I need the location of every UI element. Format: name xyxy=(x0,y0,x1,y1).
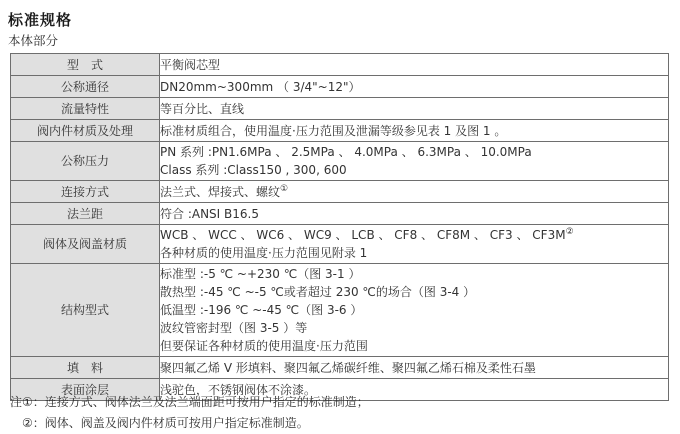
table-row xyxy=(11,357,669,379)
table-row xyxy=(11,54,669,76)
row-label: 阀内件材质及处理 xyxy=(11,120,160,142)
section-subtitle: 本体部分 xyxy=(8,33,59,48)
row-value: DN20mm~300mm （ 3/4"~12"） xyxy=(160,76,669,98)
row-value: PN 系列 :PN1.6MPa 、 2.5MPa 、 4.0MPa 、 6.3MPa 、 10.0MPa Class 系列 :Class150 , 300, 600 xyxy=(160,142,669,181)
table-row xyxy=(11,98,669,120)
row-label: 公称压力 xyxy=(11,142,160,181)
table-row xyxy=(11,225,669,264)
row-label: 阀体及阀盖材质 xyxy=(11,225,160,264)
footnote-marker-2: ② xyxy=(565,227,574,237)
row-label: 表面涂层 xyxy=(11,379,160,401)
table-row xyxy=(11,76,669,98)
row-label: 公称通径 xyxy=(11,76,160,98)
page-title: 标准规格 xyxy=(8,11,73,29)
footnotes xyxy=(10,392,369,434)
row-label: 型 式 xyxy=(11,54,160,76)
row-label: 法兰距 xyxy=(11,203,160,225)
footnote-1: 注①：连接方式、阀体法兰及法兰端面距可按用户指定的标准制造； xyxy=(10,395,369,409)
table-row xyxy=(11,142,669,181)
row-value: 法兰式、焊接式、螺纹① xyxy=(160,181,669,203)
footnote-2: ②：阀体、阀盖及阀内件材质可按用户指定标准制造。 xyxy=(22,416,309,430)
row-value: WCB 、 WCC 、 WC6 、 WC9 、 LCB 、 CF8 、 CF8M 、 CF3 、 CF3M② 各种材质的使用温度·压力范围见附录 1 xyxy=(160,225,669,264)
row-value: 等百分比、直线 xyxy=(160,98,669,120)
table-row xyxy=(11,203,669,225)
row-value: 标准型 :-5 ℃ ~+230 ℃（图 3-1 ） 散热型 :-45 ℃ ~-5 ℃或者超过 230 ℃的场合（图 3-4 ） 低温型 :-196 ℃ ~-45 ℃（图 3-6 ） 波纹管密封型（图 3-5 ）等 但要保证各种材质的使用温度·压力范围 xyxy=(160,264,669,357)
row-label: 填 料 xyxy=(11,357,160,379)
table-row xyxy=(11,181,669,203)
row-label: 结构型式 xyxy=(11,264,160,357)
spec-table xyxy=(10,53,669,401)
footnote-marker-1: ① xyxy=(280,183,289,194)
row-value: 浅驼色，不锈钢阀体不涂漆。 xyxy=(160,379,669,401)
row-value: 平衡阀芯型 xyxy=(160,54,669,76)
row-label: 连接方式 xyxy=(11,181,160,203)
row-value: 聚四氟乙烯 V 形填料、聚四氟乙烯碳纤维、聚四氟乙烯石棉及柔性石墨 xyxy=(160,357,669,379)
table-row xyxy=(11,120,669,142)
row-value: 符合 :ANSI B16.5 xyxy=(160,203,669,225)
row-label: 流量特性 xyxy=(11,98,160,120)
row-value: 标准材质组合，使用温度·压力范围及泄漏等级参见表 1 及图 1 。 xyxy=(160,120,669,142)
table-row xyxy=(11,264,669,357)
